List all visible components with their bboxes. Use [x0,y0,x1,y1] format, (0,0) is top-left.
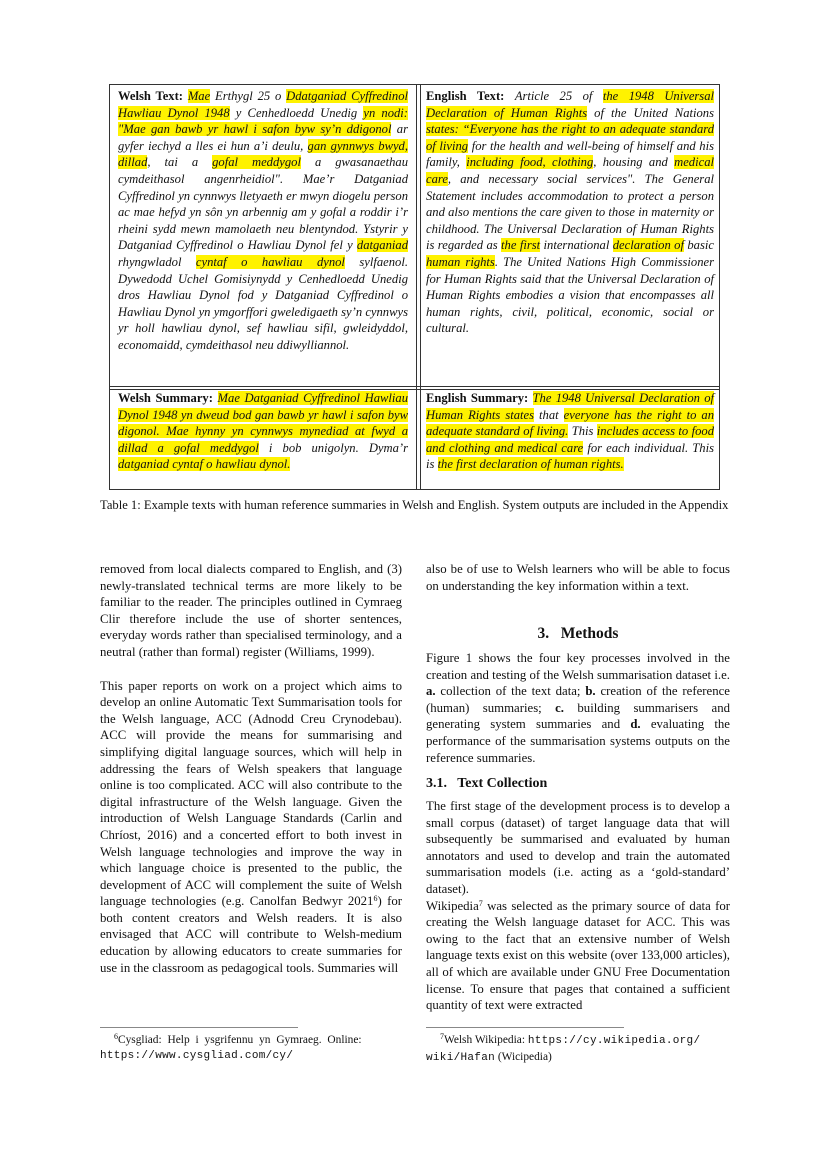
footnote-link[interactable]: https://cy.wikipedia.org/ [527,1035,701,1047]
footnote-rule [426,1027,624,1028]
text-span: creation of the reference (human) summaries; [426,684,730,715]
text-span: a gwasanaethau cymdeithasol angenrheidiol". Mae’r Datganiad Cyffredinol yn cynnwys lletyaeth er mwyn diogelu person ac mae hefyd yn sôn yn arbennig am y gofal a roddir i’r rheini sydd mewn mamolaeth neu blentyndod. Ystyrir y Datganiad Cyffredinol o Hawliau Dynol fel y [118,155,408,253]
highlight: everyone has the right to an adequate standard of living. [426,407,715,439]
footnote-text: Cysgliad: Help i ysgrifennu yn Gymraeg. Online: [118,1034,362,1046]
text-span: rhyngwladol [118,254,196,269]
text-span: , tai a [147,155,213,170]
highlight: states: “Everyone has the right to an adequate standard of living [426,122,714,153]
highlight: includes access to food and clothing and medical care [426,424,715,455]
highlight: the 1948 Universal Declaration of Human Rights [426,89,715,120]
welsh-summary-label: Welsh Summary: [118,391,213,405]
text-span: . The United Nations High Commissioner for Human Rights said that the Universal Declaration of Human Rights embodies a vision that encompasses all human rights, civil, political, economic, social or cultural. [426,254,714,336]
highlight: the first [501,238,541,253]
highlight: including food, clothing [466,155,594,170]
text-span: sylfaenol. Dywedodd Uchel Gomisiynydd y Cenhedloedd Unedig dros Hawliau Dynol fod y Datganiad Cyffredinol o Hawliau Dynol yn ymgorffori gweledigaeth sy’n cynnwys yr holl hawliau dynol, sef hawliau sifil, gwleidyddol, economaidd, cymdeithasol neu ddiwylliannol. [118,254,408,352]
highlight: The 1948 Universal Declaration of Human Rights states [426,391,715,422]
text-span: Article 25 of [514,89,603,103]
text-span: , housing and [593,155,675,170]
subsection-heading: 3.1. Text Collection [426,776,548,791]
text-collection-body [426,798,730,1014]
footnote-text: Welsh Wikipedia: [444,1034,528,1046]
paragraph [426,898,730,1014]
step-marker: c. [555,700,565,715]
highlight: yn nodi: "Mae gan bawb yr hawl i safon byw sy’n ddigonol [118,105,408,137]
text-span: , and necessary social services". The General Statement includes accommodation to protect a person and also mentions the care given to those in maternity or childhood. The Universal Declaration of Human Rights is regarded as [426,171,714,253]
paragraph: The first stage of the development process is to develop a small corpus (dataset) of target language data that will subsequently be summarised and evaluated by human annotators and used to develop and train the automated summarisation models (i.e. acting as a ‘gold-standard’ dataset). [426,799,730,896]
highlight: cyntaf o hawliau dynol [195,254,345,269]
left-column [100,561,402,976]
highlight: Mae [187,89,211,103]
highlight: datganiad cyntaf o hawliau dynol. [118,457,291,472]
footnote-text: (Wicipedia) [495,1050,552,1063]
footnote-6 [100,1033,402,1064]
highlight: declaration of [612,238,684,253]
methods-paragraph [426,650,730,766]
footnote-link[interactable]: https://www.cysgliad.com/cy/ [100,1049,294,1062]
highlight: gan gynnwys bwyd, dillad [118,138,408,170]
text-span: basic [683,238,714,253]
highlight: Ddatganiad Cyffredinol Hawliau Dynol 1948 [118,89,408,120]
right-column-intro [426,561,730,594]
paragraph: removed from local dialects compared to English, and (3) newly-translated technical terms are more likely to be familiar to the reader. The principles outlined in Cymraeg Clir therefore include the use of shorter sentences, everyday words rather than specialised terminology, and a neutral (rather than formal) register (Williams, 1999). [100,562,402,659]
table-divider [416,85,417,489]
footnote-mark: 7 [440,1032,444,1041]
text-span: Erthygl 25 o [210,89,287,103]
text-span: Figure 1 shows the four key processes involved in the creation and testing of the Welsh summarisation dataset i.e. [426,651,730,682]
footnote-ref[interactable]: 6 [373,894,378,904]
table-divider [420,85,421,489]
highlight: datganiad [356,238,408,253]
highlight: human rights [426,254,495,269]
welsh-summary-cell [118,390,408,473]
example-texts-table [109,84,720,490]
paragraph: also be of use to Welsh learners who will be able to focus on understanding the key information within a text. [426,562,730,593]
footnote-rule [100,1027,298,1028]
welsh-text-label: Welsh Text: [118,89,183,103]
english-text-label: English Text: [426,89,505,103]
section-heading: 3. Methods [537,625,619,642]
step-marker: b. [585,684,596,699]
footnote-ref[interactable]: 7 [478,898,483,908]
footnote-7 [426,1033,730,1066]
english-summary-cell [426,390,714,473]
text-span: for the health and well-being of himself and his family, [426,138,714,170]
footnote-link[interactable]: wiki/Hafan [426,1051,496,1064]
text-span: ) for both content creators and Welsh readers. It is also envisaged that ACC will contribute to Welsh-medium education by allowing educators to create summaries for use in the classroom as pedagogical tools. Summaries will [100,894,402,975]
text-span: This [568,424,597,439]
text-span: i bob unigolyn. Dyma’r [258,440,408,455]
text-span: collection of the text data; [435,684,586,699]
text-span: evaluating the performance of the summarisation systems outputs on the reference summaries. [426,717,730,765]
highlight: the first declaration of human rights. [437,457,624,472]
highlight: medical care [426,155,714,186]
text-span: y Cenhedloedd Unedig [229,105,364,120]
english-text-cell [426,88,714,337]
footnote-mark: 6 [114,1032,118,1041]
english-summary-label: English Summary: [426,391,529,405]
text-span: building summarisers and generating system summaries and [426,700,730,732]
highlight: Mae Datganiad Cyffredinol Hawliau Dynol 1948 yn dweud bod gan bawb yr hawl i safon byw digonol. Mae hynny yn cynnwys mynediad at fwyd a dillad a gofal meddygol [118,391,408,455]
text-span: Wikipedia [426,898,479,913]
table-caption: Table 1: Example texts with human reference summaries in Welsh and English. System outputs are included in the Appendix [100,498,729,512]
step-marker: d. [630,717,641,732]
paragraph [100,678,402,977]
step-marker: a. [426,684,436,699]
text-span: that [534,407,564,422]
text-span: ar gyfer iechyd a lles ei hun a’i deulu, [118,122,408,153]
text-span: This paper reports on work on a project which aims to develop an online Automatic Text Summarisation tools for the Welsh language, ACC (Adnodd Creu Crynodebau). ACC will provide the means for summarising and simplifying digital language sources, which will help in addressing the fears of Welsh speakers that language online is too complicated. ACC will also contribute to the digital infrastructure of the Welsh language. Given the introduction of Welsh Language Standards (Carlin and Chríost, 2016) and a concerted effort to both invest in Welsh language technologies and improve the way in which language choice is presented to the public, the development of ACC will complement the suite of Welsh language technologies (e.g. Canolfan Bedwyr 2021 [100,678,402,909]
text-span: international [540,238,613,253]
text-span: for each individual. This is [426,440,714,472]
highlight: gofal meddygol [212,155,301,170]
text-span: of the United Nations [587,105,714,120]
welsh-text-cell [118,88,408,354]
text-span: was selected as the primary source of data for creating the Welsh language dataset for ACC. This was owing to the fact that an extensive number of Welsh language texts exist on this website (over 133,000 articles), all of which are available under GNU Free Documentation license. To ensure that pages that contained a sufficient quantity of text were extracted [426,898,730,1013]
